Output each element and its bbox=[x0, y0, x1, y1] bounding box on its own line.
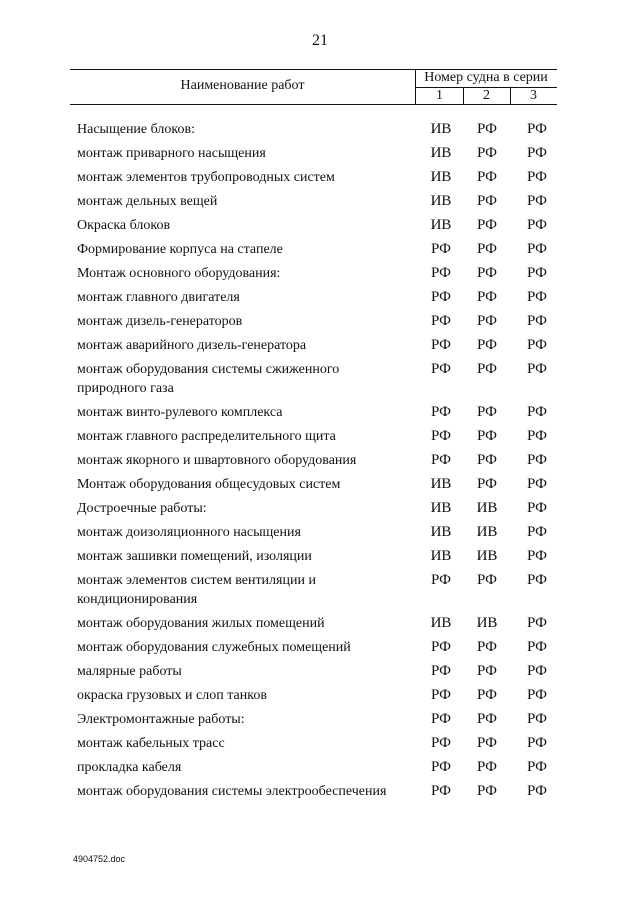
work-name-cell: монтаж доизоляционного насыщения bbox=[77, 525, 301, 540]
ship-2-value: РФ bbox=[477, 217, 497, 233]
table-body bbox=[77, 120, 557, 825]
header-col-2: 2 bbox=[483, 88, 490, 103]
header-ship-number-group: Номер судна в серии bbox=[424, 70, 548, 85]
ship-1-value: РФ bbox=[431, 428, 451, 444]
table-row bbox=[77, 192, 557, 216]
table-row bbox=[77, 427, 557, 451]
table-row bbox=[77, 758, 557, 782]
work-name-cell: монтаж дельных вещей bbox=[77, 194, 218, 209]
work-name-cell: монтаж приварного насыщения bbox=[77, 146, 266, 161]
ship-3-value: РФ bbox=[527, 289, 547, 305]
work-name-cell: Формирование корпуса на стапеле bbox=[77, 242, 283, 257]
ship-1-value: РФ bbox=[431, 711, 451, 727]
ship-3-value: РФ bbox=[527, 711, 547, 727]
ship-3-value: РФ bbox=[527, 572, 547, 588]
work-name-cell: монтаж зашивки помещений, изоляции bbox=[77, 549, 312, 564]
table-row bbox=[77, 168, 557, 192]
header-col-3: 3 bbox=[530, 88, 537, 103]
ship-3-value: РФ bbox=[527, 193, 547, 209]
ship-2-value: РФ bbox=[477, 193, 497, 209]
work-name-cell: Электромонтажные работы: bbox=[77, 712, 245, 727]
ship-3-value: РФ bbox=[527, 615, 547, 631]
ship-2-value: РФ bbox=[477, 313, 497, 329]
ship-1-value: РФ bbox=[431, 663, 451, 679]
ship-3-value: РФ bbox=[527, 404, 547, 420]
ship-1-value: ИВ bbox=[430, 145, 452, 161]
ship-3-value: РФ bbox=[527, 548, 547, 564]
header-work-name: Наименование работ bbox=[180, 78, 305, 93]
ship-3-value: РФ bbox=[527, 145, 547, 161]
table-row bbox=[77, 499, 557, 523]
work-name-cell: Монтаж оборудования общесудовых систем bbox=[77, 477, 341, 492]
ship-3-value: РФ bbox=[527, 500, 547, 516]
table-row bbox=[77, 451, 557, 475]
ship-1-value: ИВ bbox=[430, 476, 452, 492]
ship-1-value: ИВ bbox=[430, 193, 452, 209]
table-row bbox=[77, 216, 557, 240]
ship-1-value: ИВ bbox=[430, 548, 452, 564]
ship-3-value: РФ bbox=[527, 452, 547, 468]
work-name-cell: монтаж дизель-генераторов bbox=[77, 314, 243, 329]
ship-3-value: РФ bbox=[527, 783, 547, 799]
ship-2-value: РФ bbox=[477, 241, 497, 257]
ship-2-value: РФ bbox=[477, 759, 497, 775]
ship-3-value: РФ bbox=[527, 759, 547, 775]
table-row bbox=[77, 240, 557, 264]
ship-3-value: РФ bbox=[527, 313, 547, 329]
footer-filename: 4904752.doc bbox=[73, 854, 126, 864]
work-name-cell: монтаж якорного и швартовного оборудования bbox=[77, 453, 357, 468]
ship-2-value: РФ bbox=[477, 361, 497, 377]
table-row bbox=[77, 336, 557, 360]
table-row bbox=[77, 571, 557, 614]
ship-2-value: РФ bbox=[477, 711, 497, 727]
table-row bbox=[77, 144, 557, 168]
table-row bbox=[77, 638, 557, 662]
table-row bbox=[77, 288, 557, 312]
table-row bbox=[77, 360, 557, 403]
ship-2-value: РФ bbox=[477, 735, 497, 751]
work-name-cell: малярные работы bbox=[77, 664, 182, 679]
ship-3-value: РФ bbox=[527, 361, 547, 377]
ship-3-value: РФ bbox=[527, 121, 547, 137]
ship-1-value: РФ bbox=[431, 313, 451, 329]
table-row bbox=[77, 686, 557, 710]
table-row bbox=[77, 782, 557, 825]
ship-1-value: ИВ bbox=[430, 169, 452, 185]
ship-1-value: РФ bbox=[431, 361, 451, 377]
ship-3-value: РФ bbox=[527, 428, 547, 444]
work-name-cell: монтаж главного распределительного щита bbox=[77, 429, 336, 444]
ship-1-value: ИВ bbox=[430, 524, 452, 540]
ship-1-value: РФ bbox=[431, 735, 451, 751]
ship-1-value: ИВ bbox=[430, 500, 452, 516]
ship-2-value: РФ bbox=[477, 663, 497, 679]
work-name-cell: монтаж оборудования системы сжиженного природного газа bbox=[77, 362, 340, 396]
ship-2-value: РФ bbox=[477, 145, 497, 161]
header-bottom-rule bbox=[70, 104, 557, 105]
table-row bbox=[77, 403, 557, 427]
ship-1-value: РФ bbox=[431, 265, 451, 281]
ship-2-value: РФ bbox=[477, 289, 497, 305]
ship-2-value: РФ bbox=[477, 639, 497, 655]
work-name-cell: Окраска блоков bbox=[77, 218, 171, 233]
table-row bbox=[77, 734, 557, 758]
ship-1-value: РФ bbox=[431, 452, 451, 468]
table-row bbox=[77, 662, 557, 686]
table-row bbox=[77, 523, 557, 547]
ship-1-value: ИВ bbox=[430, 217, 452, 233]
ship-2-value: РФ bbox=[477, 337, 497, 353]
work-name-cell: Монтаж основного оборудования: bbox=[77, 266, 281, 281]
ship-2-value: РФ bbox=[477, 404, 497, 420]
table-row bbox=[77, 710, 557, 734]
ship-3-value: РФ bbox=[527, 663, 547, 679]
ship-2-value: РФ bbox=[477, 476, 497, 492]
page-number: 21 bbox=[312, 32, 328, 49]
ship-2-value: ИВ bbox=[476, 615, 498, 631]
ship-3-value: РФ bbox=[527, 169, 547, 185]
ship-1-value: РФ bbox=[431, 783, 451, 799]
ship-1-value: РФ bbox=[431, 687, 451, 703]
work-name-cell: Достроечные работы: bbox=[77, 501, 207, 516]
ship-2-value: РФ bbox=[477, 428, 497, 444]
table-row bbox=[77, 312, 557, 336]
work-name-cell: монтаж элементов систем вентиляции и кондиционирования bbox=[77, 573, 316, 607]
work-name-cell: монтаж оборудования системы электрообеспечения bbox=[77, 784, 387, 799]
work-name-cell: окраска грузовых и слоп танков bbox=[77, 688, 267, 703]
work-name-cell: монтаж элементов трубопроводных систем bbox=[77, 170, 335, 185]
ship-3-value: РФ bbox=[527, 337, 547, 353]
ship-1-value: РФ bbox=[431, 241, 451, 257]
ship-3-value: РФ bbox=[527, 265, 547, 281]
work-name-cell: монтаж оборудования служебных помещений bbox=[77, 640, 351, 655]
work-name-cell: монтаж кабельных трасс bbox=[77, 736, 225, 751]
header-col-1: 1 bbox=[436, 88, 443, 103]
work-name-cell: монтаж главного двигателя bbox=[77, 290, 240, 305]
work-name-cell: Насыщение блоков: bbox=[77, 122, 195, 137]
table-row bbox=[77, 264, 557, 288]
ship-1-value: РФ bbox=[431, 639, 451, 655]
ship-2-value: РФ bbox=[477, 687, 497, 703]
ship-3-value: РФ bbox=[527, 735, 547, 751]
ship-3-value: РФ bbox=[527, 639, 547, 655]
ship-3-value: РФ bbox=[527, 217, 547, 233]
work-name-cell: прокладка кабеля bbox=[77, 760, 182, 775]
table-row bbox=[77, 120, 557, 144]
ship-3-value: РФ bbox=[527, 524, 547, 540]
ship-2-value: РФ bbox=[477, 572, 497, 588]
ship-1-value: РФ bbox=[431, 759, 451, 775]
ship-2-value: ИВ bbox=[476, 500, 498, 516]
table-row bbox=[77, 475, 557, 499]
work-name-cell: монтаж винто-рулевого комплекса bbox=[77, 405, 283, 420]
ship-2-value: ИВ bbox=[476, 524, 498, 540]
ship-2-value: РФ bbox=[477, 452, 497, 468]
work-name-cell: монтаж оборудования жилых помещений bbox=[77, 616, 325, 631]
ship-3-value: РФ bbox=[527, 241, 547, 257]
ship-1-value: РФ bbox=[431, 404, 451, 420]
ship-1-value: РФ bbox=[431, 572, 451, 588]
work-name-cell: монтаж аварийного дизель-генератора bbox=[77, 338, 307, 353]
ship-1-value: РФ bbox=[431, 337, 451, 353]
table-row bbox=[77, 614, 557, 638]
ship-1-value: РФ bbox=[431, 289, 451, 305]
ship-2-value: РФ bbox=[477, 121, 497, 137]
ship-1-value: ИВ bbox=[430, 615, 452, 631]
ship-3-value: РФ bbox=[527, 687, 547, 703]
ship-2-value: РФ bbox=[477, 783, 497, 799]
ship-2-value: ИВ bbox=[476, 548, 498, 564]
table-row bbox=[77, 547, 557, 571]
ship-1-value: ИВ bbox=[430, 121, 452, 137]
ship-2-value: РФ bbox=[477, 169, 497, 185]
ship-3-value: РФ bbox=[527, 476, 547, 492]
ship-2-value: РФ bbox=[477, 265, 497, 281]
